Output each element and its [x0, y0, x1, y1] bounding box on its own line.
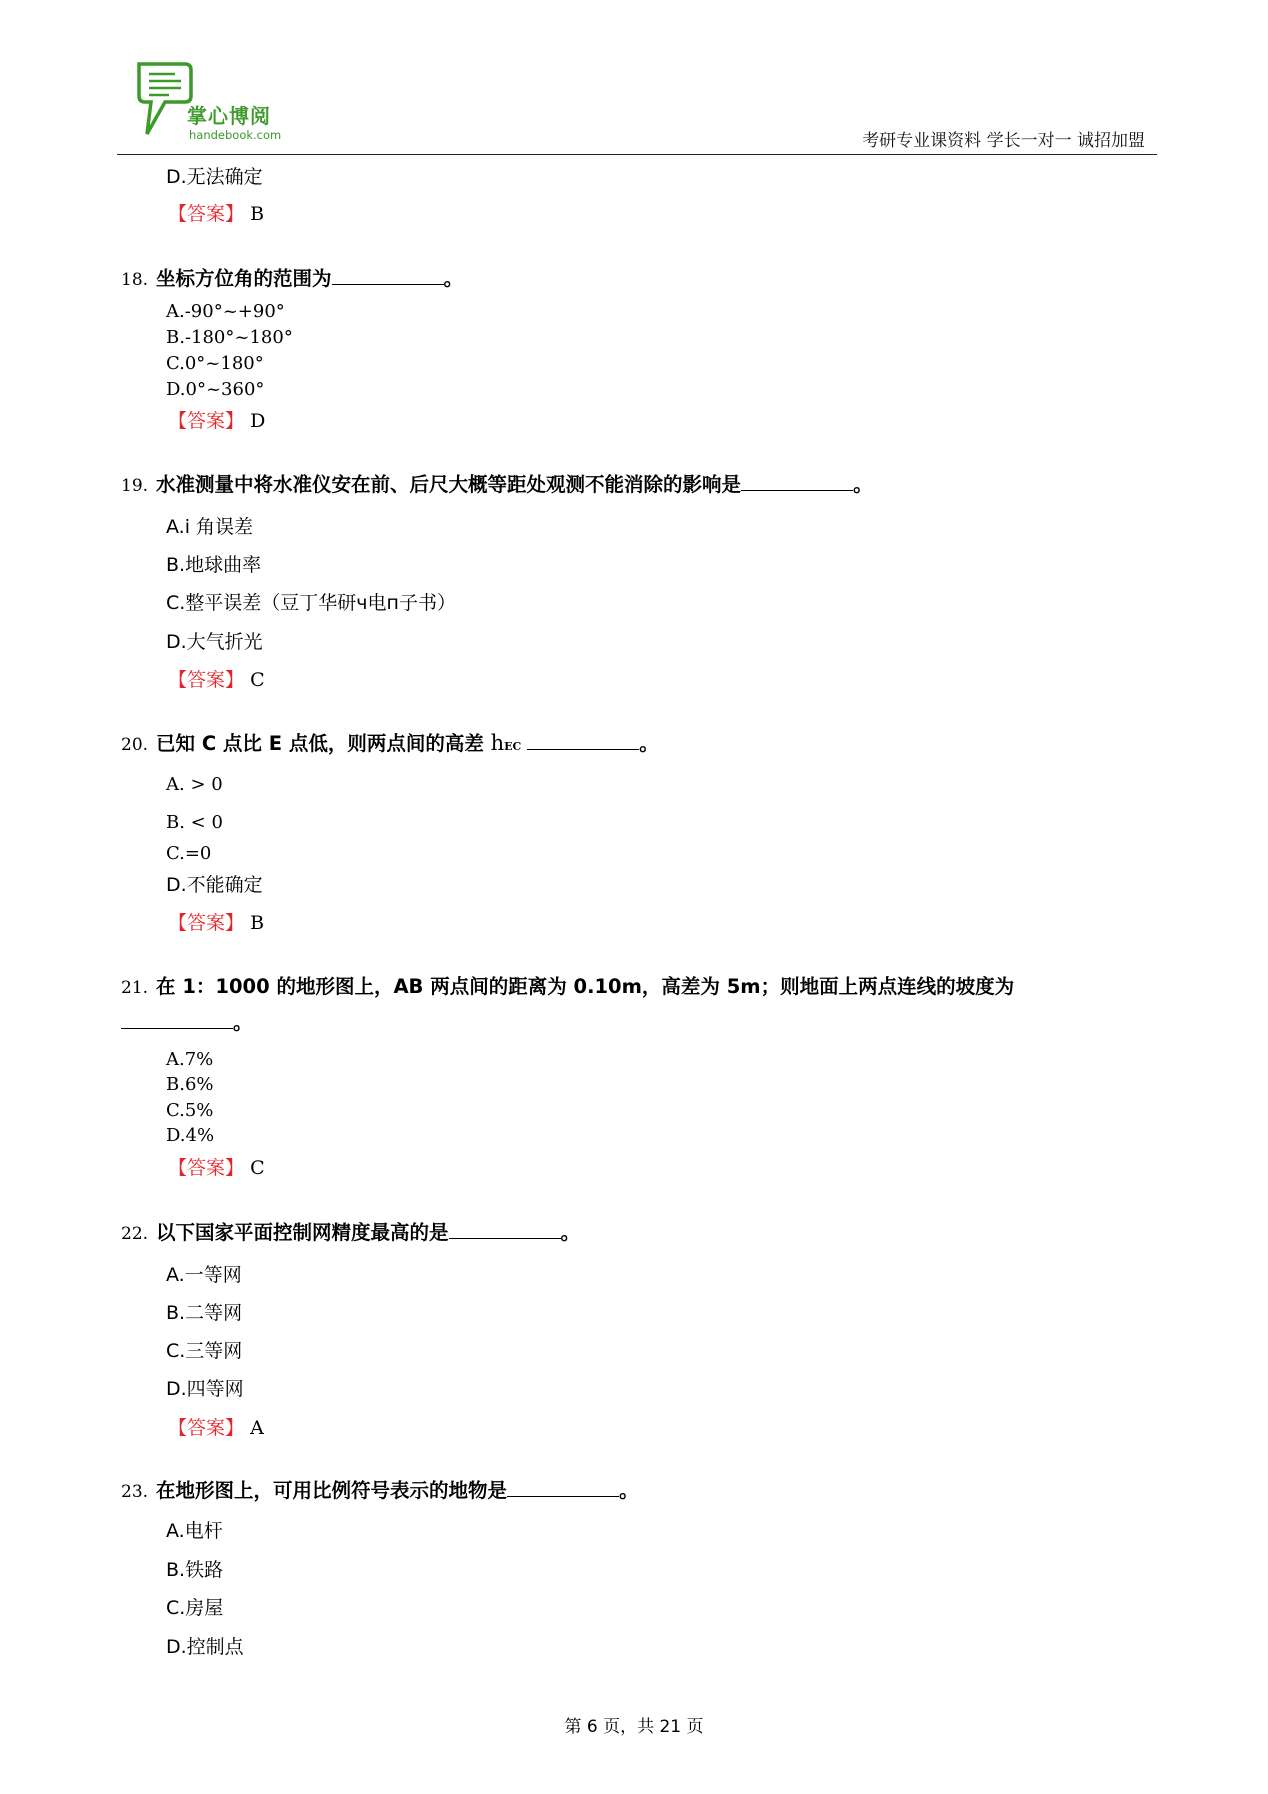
option-b: B.二等网	[166, 1302, 243, 1324]
header-divider	[117, 154, 1157, 155]
option-b: B. < 0	[166, 812, 223, 833]
option-a: A.一等网	[166, 1264, 242, 1286]
question-number: 22.	[121, 1224, 149, 1244]
page-number: 第 6 页，共 21 页	[564, 1717, 704, 1737]
question-number: 23.	[121, 1482, 149, 1502]
option-b: B.铁路	[166, 1559, 224, 1581]
option-b: B.地球曲率	[166, 554, 262, 576]
option-d: D.四等网	[166, 1378, 244, 1400]
question-20	[121, 732, 659, 758]
question-tail: 。	[233, 1011, 253, 1034]
question-18	[121, 268, 463, 291]
answer-line	[168, 203, 264, 225]
question-number: 19.	[121, 476, 149, 496]
option-a: A.7%	[166, 1049, 214, 1070]
question-tail: 。	[443, 267, 464, 290]
answer-line	[168, 1417, 264, 1439]
option-d: D.0°~360°	[166, 379, 265, 400]
logo-book-icon	[135, 60, 195, 140]
option-d: D.控制点	[166, 1636, 244, 1658]
question-19	[121, 474, 873, 497]
answer-tag: 【答案】	[168, 912, 245, 934]
answer-value: C	[250, 669, 265, 691]
option-c: C.5%	[166, 1100, 214, 1121]
question-stem: 水准测量中将水准仪安在前、后尺大概等距处观测不能消除的影响是	[156, 473, 742, 496]
height-diff-subscript: EC	[504, 740, 522, 753]
answer-line	[168, 912, 264, 934]
answer-tag: 【答案】	[168, 203, 245, 225]
answer-value: B	[250, 203, 265, 225]
answer-tag: 【答案】	[168, 669, 245, 691]
option-d: D.大气折光	[166, 631, 263, 653]
question-tail: 。	[619, 1479, 639, 1502]
answer-blank	[507, 1480, 619, 1497]
question-tail: 。	[560, 1221, 581, 1244]
answer-line	[168, 669, 265, 691]
answer-value: B	[250, 912, 265, 934]
answer-line	[168, 410, 265, 432]
question-number: 20.	[121, 735, 149, 755]
answer-tag: 【答案】	[168, 1417, 245, 1439]
question-23	[121, 1480, 639, 1503]
question-stem: 以下国家平面控制网精度最高的是	[156, 1221, 449, 1244]
option-a: A. > 0	[166, 774, 223, 795]
question-number: 18.	[121, 270, 149, 290]
question-number: 21.	[121, 978, 149, 998]
question-tail: 。	[853, 473, 873, 496]
option-c: C.整平误差（豆丁华研ч电п子书）	[166, 592, 456, 614]
option-d: D.不能确定	[166, 874, 263, 896]
option-c: C.房屋	[166, 1597, 224, 1619]
option-b: B.-180°~180°	[166, 327, 293, 348]
option-a: A.-90°~+90°	[166, 301, 285, 322]
question-tail: 。	[639, 732, 659, 755]
question-21	[121, 976, 1014, 999]
logo-text: 掌心博阅	[187, 104, 271, 128]
answer-blank	[527, 733, 639, 750]
option-c: C.0°~180°	[166, 353, 264, 374]
answer-value: A	[250, 1417, 264, 1439]
option-b: B.6%	[166, 1074, 214, 1095]
header-tagline: 考研专业课资料 学长一对一 诚招加盟	[862, 131, 1145, 151]
answer-blank	[741, 474, 853, 491]
option-d: D.无法确定	[166, 166, 263, 188]
height-diff-symbol: h	[490, 731, 505, 755]
answer-value: D	[250, 410, 266, 432]
page-header	[117, 60, 1157, 156]
option-a: A.i 角误差	[166, 516, 254, 538]
question-stem: 已知 C 点比 E 点低，则两点间的高差	[156, 732, 491, 755]
question-stem: 在地形图上，可用比例符号表示的地物是	[156, 1479, 508, 1502]
option-c: C.三等网	[166, 1340, 243, 1362]
answer-blank	[449, 1222, 561, 1239]
answer-value: C	[250, 1157, 265, 1179]
option-a: A.电杆	[166, 1520, 223, 1542]
question-21-continuation	[121, 1012, 253, 1034]
logo-url: handebook.com	[189, 128, 282, 142]
question-stem: 坐标方位角的范围为	[156, 267, 332, 290]
question-stem: 在 1：1000 的地形图上，AB 两点间的距离为 0.10m，高差为 5m；则地面上两点连线的坡度为	[156, 975, 1015, 998]
question-22	[121, 1222, 580, 1245]
answer-blank	[332, 268, 444, 285]
answer-blank	[121, 1012, 233, 1029]
answer-line	[168, 1157, 265, 1179]
option-c: C.=0	[166, 843, 212, 864]
answer-tag: 【答案】	[168, 410, 245, 432]
answer-tag: 【答案】	[168, 1157, 245, 1179]
logo	[135, 60, 282, 146]
option-d: D.4%	[166, 1125, 215, 1146]
